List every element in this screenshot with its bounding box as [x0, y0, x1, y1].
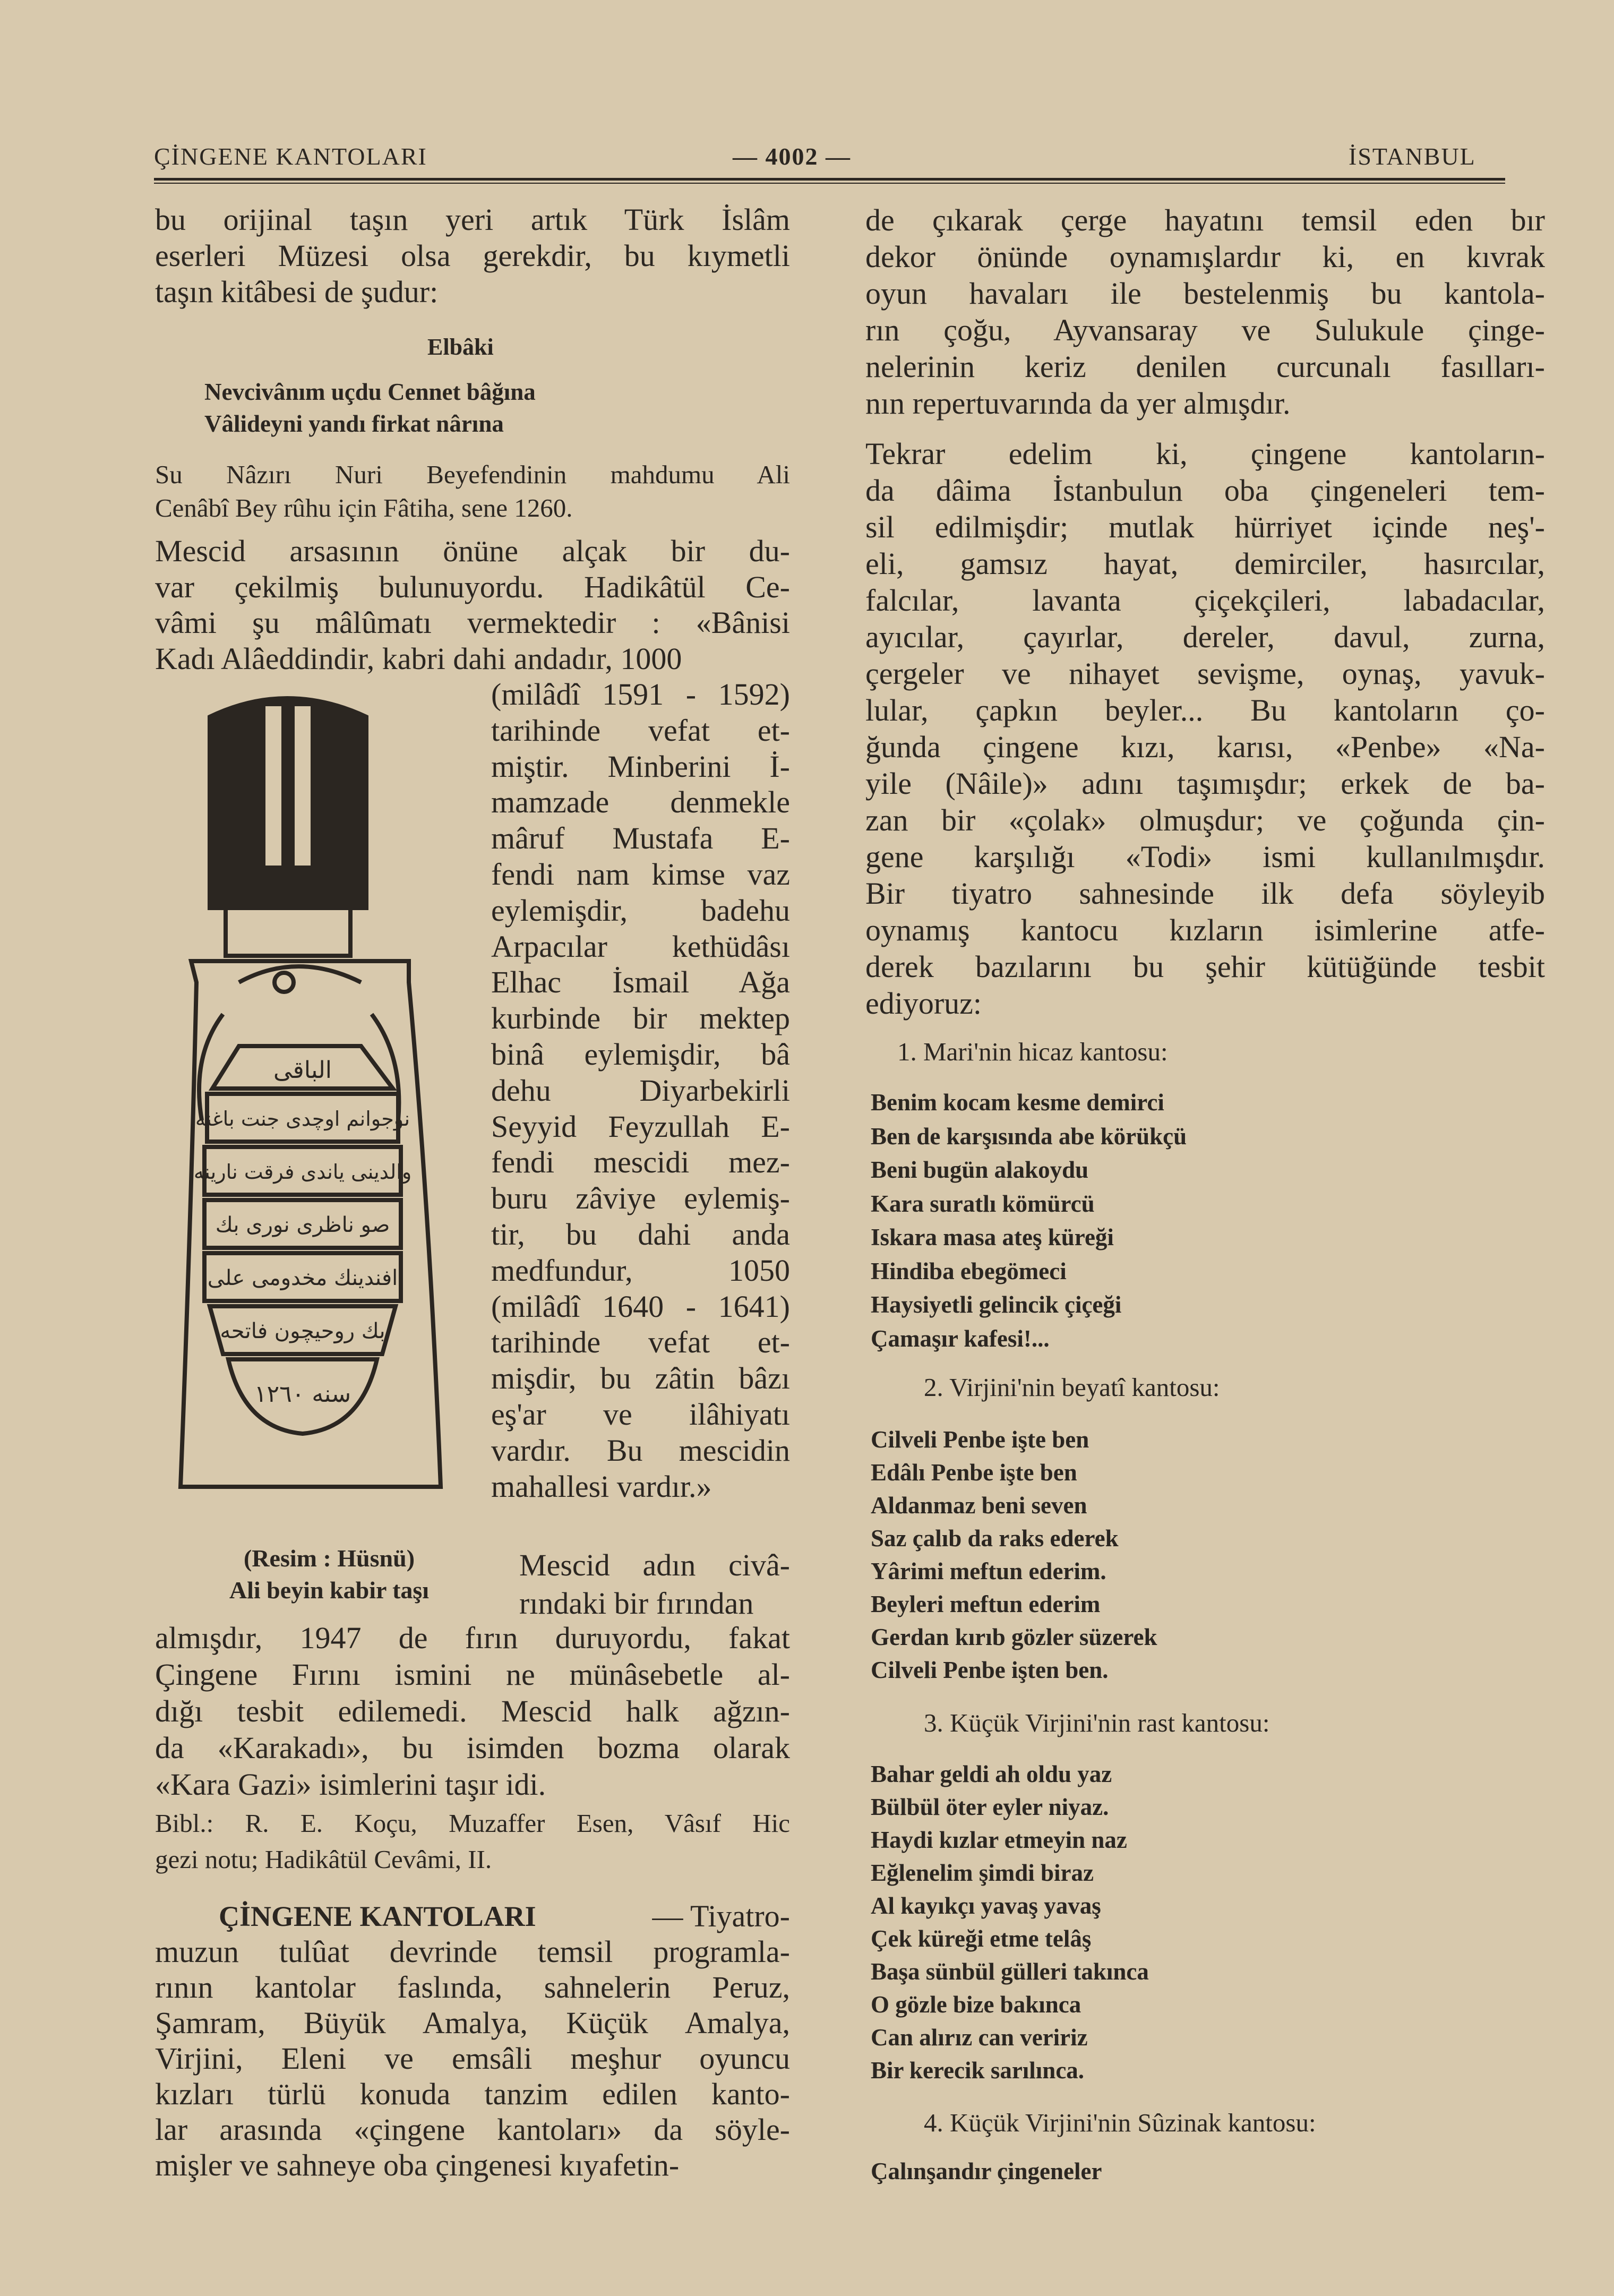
left-paragraph-1 [155, 202, 790, 310]
text-line: Seyyid Feyzullah E- [491, 1109, 790, 1144]
text-line: vâmi şu mâlûmatı vermektedir : «Bânisi [155, 605, 790, 640]
text-line: sil edilmişdir; mutlak hürriyet içinde neş'- [865, 510, 1545, 544]
text-line: Vâlideyni yandı firkat nârına [204, 410, 504, 437]
text-line: (milâdî 1640 - 1641) [491, 1289, 790, 1324]
tombstone-line-1: الباقی [273, 1057, 332, 1084]
text-line: binâ eylemişdir, bâ [491, 1036, 790, 1072]
text-line: Eğlenelim şimdi biraz [871, 1860, 1094, 1886]
text-line: mişler ve sahneye oba çingenesi kıyafetin- [155, 2148, 680, 2182]
text-line: Su Nâzırı Nuri Beyefendinin mahdumu Ali [155, 460, 790, 489]
text-line: falcılar, lavanta çiçekçileri, labadacılar, [865, 583, 1545, 618]
header-rule-thin [154, 183, 1505, 184]
text-line: ayıcılar, çayırlar, dereler, davul, zurna, [865, 620, 1545, 654]
song-1-title: 1. Mari'nin hicaz kantosu: [897, 1037, 1168, 1066]
text-line: lar arasında «çingene kantoları» da söyle- [155, 2112, 790, 2147]
text-line: eli, gamsız hayat, demirciler, hasırcılar, [865, 546, 1545, 581]
text-line: Şamram, Büyük Amalya, Küçük Amalya, [155, 2006, 790, 2040]
header-rule [154, 178, 1505, 181]
text-line: zan bir «çolak» olmuşdur; ve çoğunda çin- [865, 803, 1545, 837]
text-line: de çıkarak çerge hayatını temsil eden bır [865, 203, 1545, 237]
tombstone-illustration [159, 685, 478, 1535]
text-line: fendi nam kimse vaz [491, 856, 790, 892]
text-line: fendi mescidi mez- [491, 1145, 790, 1180]
text-line: mamzade denmekle [491, 785, 790, 820]
inscription-note [155, 458, 790, 525]
text-line: eylemişdir, badehu [491, 893, 790, 928]
text-line: bu orijinal taşın yeri artık Türk İslâm [155, 202, 790, 237]
text-line: da «Karakadı», bu isimden bozma olarak [155, 1730, 790, 1765]
text-line: tarihinde vefat et- [491, 1325, 790, 1360]
text-line: Yârimi meftun ederim. [871, 1558, 1106, 1584]
running-header-section: ÇİNGENE KANTOLARI [154, 143, 427, 170]
text-line: eş'ar ve ilâhiyatı [491, 1397, 790, 1432]
song-3-title: 3. Küçük Virjini'nin rast kantosu: [924, 1708, 1270, 1737]
text-line: Bir kerecik sarılınca. [871, 2057, 1085, 2084]
text-line: miştir. Minberini İ- [491, 749, 790, 784]
text-line: kızları türlü konuda tanzim edilen kanto- [155, 2077, 790, 2111]
text-line: dekor önünde oynamışlardır ki, en kıvrak [865, 239, 1545, 274]
inscription-verse [204, 376, 735, 440]
text-line: Gerdan kırıb gözler süzerek [871, 1624, 1157, 1650]
text-line: Kara suratlı kömürcü [871, 1190, 1095, 1217]
text-line: gene karşılığı «Todi» ismi kullanılmışdır. [865, 839, 1545, 874]
left-paragraph-3-wrapped [519, 1546, 790, 1623]
text-line: Arpacılar kethüdâsı [491, 929, 790, 964]
text-line: Cilveli Penbe işte ben [871, 1426, 1089, 1453]
text-line: tir, bu dahi anda [491, 1216, 790, 1252]
song-2-lyrics [871, 1423, 1508, 1686]
text-line: muzun tulûat devrinde temsil programla- [155, 1934, 790, 1969]
text-line: Bahar geldi ah oldu yaz [871, 1761, 1112, 1787]
text-line: tarihinde vefat et- [491, 713, 790, 748]
text-line: derek bazılarını bu şehir kütüğünde tesbit [865, 949, 1545, 984]
text-line: buru zâviye eylemiş- [491, 1181, 790, 1216]
tombstone-line-2: نوجوانم اوچدی جنت باغنه [195, 1107, 410, 1130]
song-4-title: 4. Küçük Virjini'nin Sûzinak kantosu: [924, 2108, 1316, 2137]
right-paragraph-1 [865, 202, 1545, 422]
text-line: Virjini, Eleni ve emsâli meşhur oyuncu [155, 2041, 790, 2076]
entry-title: ÇİNGENE KANTOLARI [219, 1900, 536, 1932]
text-line: Haydi kızlar etmeyin naz [871, 1827, 1127, 1853]
text-line: rındaki bir fırından [519, 1586, 754, 1621]
right-paragraph-2 [865, 435, 1545, 1022]
text-line: var çekilmiş bulunuyordu. Hadikâtül Ce- [155, 569, 790, 604]
text-line: Bülbül öter eyler niyaz. [871, 1794, 1109, 1820]
text-line: Hindiba ebegömeci [871, 1257, 1067, 1284]
left-paragraph-2 [155, 533, 790, 676]
text-line: lular, çapkın beyler... Bu kantoların ço- [865, 693, 1545, 727]
text-line: Tekrar edelim ki, çingene kantoların- [865, 436, 1545, 471]
song-4-lyrics [871, 2155, 1508, 2188]
text-line: taşın kitâbesi de şudur: [155, 275, 439, 309]
text-line: Çalınşandır çingeneler [871, 2158, 1102, 2184]
text-line: Haysiyetli gelincik çiçeği [871, 1291, 1122, 1318]
text-line: Bibl.: R. E. Koçu, Muzaffer Esen, Vâsıf Hic [155, 1809, 790, 1838]
text-line: eserleri Müzesi olsa gerekdir, bu kıymetli [155, 238, 790, 273]
text-line: Iskara masa ateş küreği [871, 1224, 1114, 1250]
text-line: rının kantolar faslında, sahnelerin Peruz, [155, 1970, 790, 2004]
text-line: Elhac İsmail Ağa [491, 965, 790, 1000]
text-line: mâruf Mustafa E- [491, 821, 790, 856]
text-line: Başa sünbül gülleri takınca [871, 1958, 1149, 1985]
tombstone-line-6: بك روحیچون فاتحه [220, 1319, 385, 1343]
text-line: (milâdî 1591 - 1592) [491, 677, 790, 712]
left-paragraph-3 [155, 1620, 790, 1803]
image-title: Ali beyin kabir taşı [229, 1577, 430, 1604]
text-line: — Tiyatro- [652, 1899, 790, 1933]
text-line: Bir tiyatro sahnesinde ilk defa söyleyib [865, 876, 1545, 911]
text-line: kurbinde bir mektep [491, 1001, 790, 1036]
image-caption [181, 1543, 478, 1606]
tombstone-line-3: والدینی یاندی فرقت نارینه [193, 1160, 412, 1184]
text-line: Çingene Fırını ismini ne münâsebetle al- [155, 1657, 790, 1692]
text-line: da dâima İstanbulun oba çingeneleri tem- [865, 473, 1545, 508]
left-paragraph-2-wrapped [491, 676, 790, 1504]
entry-paragraph [155, 1898, 790, 2183]
tombstone-line-7: سنه ١٢٦٠ [254, 1381, 351, 1408]
text-line: ediyoruz: [865, 986, 982, 1021]
song-3-lyrics [871, 1758, 1508, 2087]
text-line: vardır. Bu mescidin [491, 1433, 790, 1468]
text-line: çergeler ve nihayet sevişme, oynaş, yavuk- [865, 656, 1545, 691]
text-line: yile (Nâile)» adını taşımışdır; erkek de ba- [865, 766, 1545, 801]
text-line: Çamaşır kafesi!... [871, 1325, 1050, 1352]
text-line: Can alırız can veririz [871, 2024, 1088, 2051]
text-line: Nevcivânım uçdu Cennet bâğına [204, 379, 536, 405]
text-line: Mescid adın civâ- [519, 1548, 790, 1582]
text-line: medfundur, 1050 [491, 1253, 790, 1288]
text-line: Cenâbî Bey rûhu için Fâtiha, sene 1260. [155, 493, 573, 522]
page-number: — 4002 — [733, 143, 851, 170]
text-line: Cilveli Penbe işten ben. [871, 1657, 1109, 1683]
text-line: Beyleri meftun ederim [871, 1591, 1101, 1617]
running-header-volume: İSTANBUL [1349, 143, 1476, 170]
text-line: oyun havaları ile bestelenmiş bu kantola- [865, 276, 1545, 311]
bibliography [155, 1805, 790, 1878]
text-line: Mescid arsasının önüne alçak bir du- [155, 534, 790, 568]
text-line: Edâlı Penbe işte ben [871, 1459, 1077, 1486]
text-line: Kadı Alâeddindir, kabri dahi andadır, 1000 [155, 641, 682, 676]
text-line: gezi notu; Hadikâtül Cevâmi, II. [155, 1845, 492, 1874]
tombstone-line-4: صو ناظری نوری بك [215, 1213, 390, 1237]
text-line: mişdir, bu zâtin bâzı [491, 1361, 790, 1396]
text-line: Ben de karşısında abe körükçü [871, 1123, 1187, 1150]
text-line: ğunda çingene kızı, karısı, «Penbe» «Na- [865, 730, 1545, 764]
text-line: dehu Diyarbekirli [491, 1073, 790, 1108]
text-line: O gözle bize bakınca [871, 1991, 1081, 2018]
image-credit: (Resim : Hüsnü) [243, 1545, 415, 1572]
text-line: mahallesi vardır.» [491, 1469, 712, 1504]
song-1-lyrics [871, 1086, 1508, 1356]
text-line: Beni bugün alakoydu [871, 1156, 1089, 1183]
text-line: Al kayıkçı yavaş yavaş [871, 1892, 1101, 1919]
text-line: Aldanmaz beni seven [871, 1492, 1087, 1519]
text-line: rın çoğu, Ayvansaray ve Sulukule çinge- [865, 313, 1545, 347]
text-line: Çek küreği etme telâş [871, 1925, 1092, 1952]
text-line: oynamış kantocu kızların isimlerine atfe- [865, 913, 1545, 947]
text-line: nelerinin keriz denilen curcunalı fasılları- [865, 349, 1545, 384]
text-line: Benim kocam kesme demirci [871, 1089, 1164, 1116]
tombstone-line-5: افندینك مخدومی علی [207, 1266, 398, 1290]
text-line: dığı tesbit edilemedi. Mescid halk ağzın- [155, 1694, 790, 1728]
text-line: nın repertuvarında da yer almışdır. [865, 386, 1291, 421]
text-line: almışdır, 1947 de fırın duruyordu, fakat [155, 1621, 790, 1655]
text-line: Saz çalıb da raks ederek [871, 1525, 1119, 1552]
inscription-title: Elbâki [427, 334, 494, 360]
text-line: «Kara Gazi» isimlerini taşır idi. [155, 1767, 546, 1802]
song-2-title: 2. Virjini'nin beyatî kantosu: [924, 1373, 1220, 1402]
